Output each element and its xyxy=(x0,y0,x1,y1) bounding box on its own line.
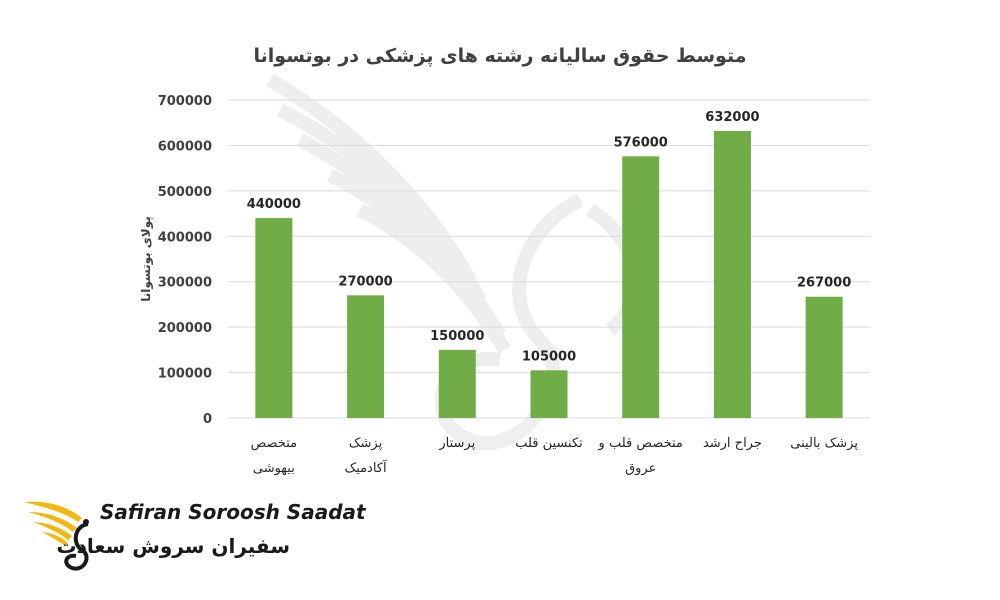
bar xyxy=(622,156,659,418)
x-tick-label: پرستار xyxy=(439,436,476,451)
y-tick-label: 200000 xyxy=(157,321,212,337)
data-label: 632000 xyxy=(705,109,760,125)
x-tick-label: متخصص قلب و xyxy=(598,436,683,451)
brand-name-en: Safiran Soroosh Saadat xyxy=(100,500,366,524)
y-tick-label: 0 xyxy=(202,412,212,427)
bar xyxy=(714,131,751,418)
x-tick-label: آکادمیک xyxy=(344,461,387,476)
x-tick-label: پزشک xyxy=(348,436,383,451)
y-tick-label: 400000 xyxy=(157,230,212,246)
data-label: 440000 xyxy=(246,197,301,213)
x-tick-label: جراح ارشد xyxy=(702,436,762,451)
brand-logo xyxy=(22,492,366,582)
bar xyxy=(806,297,843,418)
bar xyxy=(531,370,568,418)
data-label: 576000 xyxy=(613,135,668,151)
x-tick-label: بیهوشی xyxy=(252,461,295,476)
bar xyxy=(439,350,476,418)
x-tick-label: متخصص xyxy=(250,436,298,451)
y-tick-label: 100000 xyxy=(157,366,212,382)
chart-title: متوسط حقوق سالیانه رشته های پزشکی در بوتسوانا xyxy=(253,45,747,67)
data-label: 150000 xyxy=(430,328,485,344)
data-label: 270000 xyxy=(338,274,393,290)
data-label: 267000 xyxy=(797,275,852,291)
brand-name-fa: سفیران سروش سعادت xyxy=(56,534,290,558)
bar xyxy=(255,218,292,418)
y-axis-label: پولای بوتسوانا xyxy=(139,216,153,302)
y-tick-label: 700000 xyxy=(157,94,212,109)
x-tick-label: عروق xyxy=(625,461,657,476)
bar xyxy=(347,295,384,418)
x-tick-label: پزشک بالینی xyxy=(790,436,858,451)
y-tick-label: 500000 xyxy=(157,184,212,200)
y-tick-label: 600000 xyxy=(157,139,212,155)
y-tick-label: 300000 xyxy=(157,275,212,291)
data-label: 105000 xyxy=(521,349,577,365)
x-tick-label: تکنسین قلب xyxy=(515,436,583,451)
